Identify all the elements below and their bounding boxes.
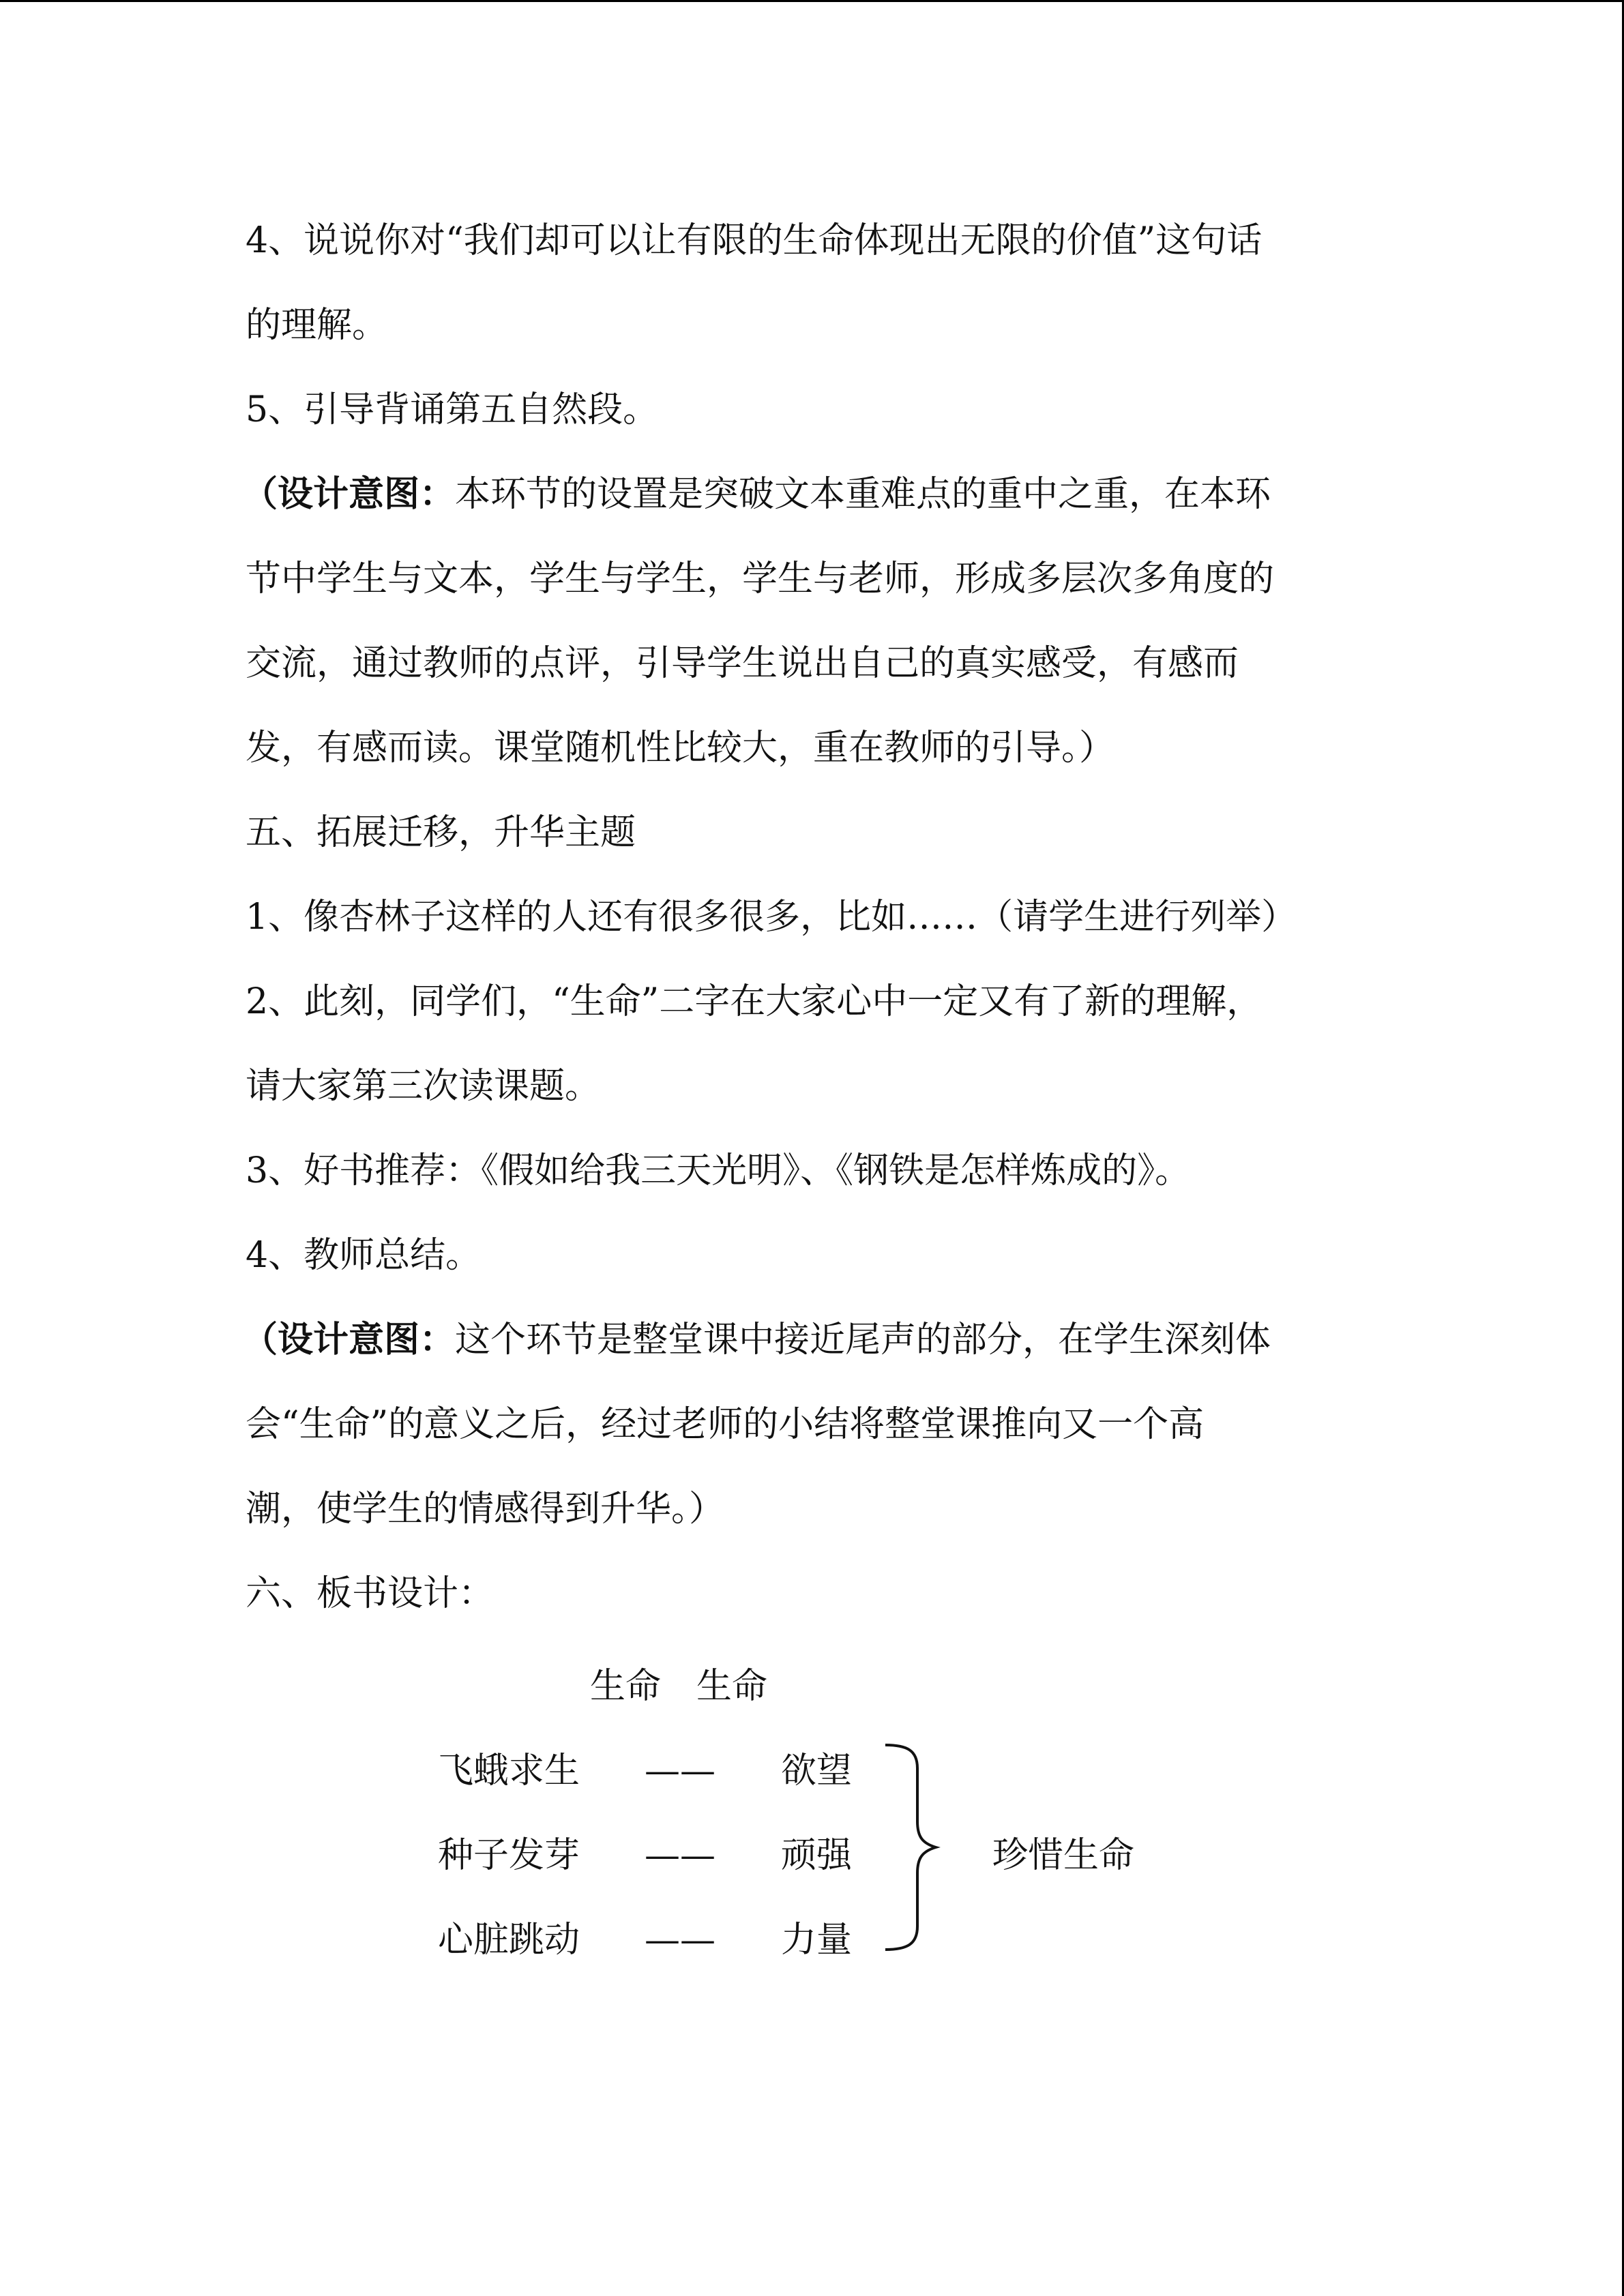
item-4-line-1: 4、说说你对“我们却可以让有限的生命体现出无限的价值”这句话 — [246, 220, 1263, 261]
design-intent-1-text: 本环节的设置是突破文本重难点的重中之重，在本环 — [455, 474, 1271, 515]
design-intent-2-label: （设计意图： — [242, 1319, 456, 1360]
section-6-heading: 六、板书设计： — [246, 1573, 494, 1614]
design-intent-2-text: 这个环节是整堂课中接近尾声的部分，在学生深刻体 — [455, 1320, 1271, 1360]
right-brace-icon — [880, 1741, 941, 1954]
section-5-item-1: 1、像杏林子这样的人还有很多很多，比如……（请学生进行列举） — [246, 897, 1297, 938]
design-intent-1-line-1 — [242, 474, 1271, 515]
section-5-item-2-line-2: 请大家第三次读课题。 — [246, 1066, 601, 1107]
section-5-heading: 五、拓展迁移，升华主题 — [246, 812, 636, 853]
board-row-1-quality: 欲望 — [781, 1750, 853, 1791]
item-5: 5、引导背诵第五自然段。 — [246, 389, 659, 430]
design-intent-2-line-3: 潮，使学生的情感得到升华。） — [246, 1489, 725, 1530]
board-row-1-cause: 飞蛾求生 — [438, 1750, 580, 1791]
design-intent-1-line-3: 交流，通过教师的点评，引导学生说出自己的真实感受，有感而 — [246, 643, 1239, 684]
design-intent-1-line-4: 发，有感而读。课堂随机性比较大，重在教师的引导。） — [246, 728, 1115, 769]
design-intent-2-line-1 — [242, 1320, 1271, 1360]
board-row-2-cause: 种子发芽 — [438, 1835, 580, 1876]
page-top-border — [0, 0, 1624, 2]
design-intent-1-line-2: 节中学生与文本，学生与学生，学生与老师，形成多层次多角度的 — [246, 558, 1275, 599]
design-intent-2-line-2: 会“生命”的意义之后，经过老师的小结将整堂课推向又一个高 — [246, 1404, 1205, 1445]
board-row-2-dash: —— — [645, 1835, 715, 1876]
board-row-3-dash: —— — [645, 1920, 715, 1960]
board-row-3-cause: 心脏跳动 — [438, 1920, 580, 1960]
section-5-item-3: 3、好书推荐：《假如给我三天光明》、《钢铁是怎样炼成的》。 — [246, 1150, 1191, 1191]
board-title: 生命 生命 — [590, 1666, 768, 1707]
section-5-item-2-line-1: 2、此刻，同学们，“生命”二字在大家心中一定又有了新的理解， — [246, 981, 1263, 1022]
board-row-1-dash: —— — [645, 1750, 715, 1791]
section-5-item-4: 4、教师总结。 — [246, 1235, 482, 1276]
design-intent-1-label: （设计意图： — [242, 473, 456, 515]
board-row-2-quality: 顽强 — [781, 1835, 853, 1876]
item-4-line-2: 的理解。 — [246, 305, 388, 346]
board-row-3-quality: 力量 — [781, 1920, 853, 1960]
board-conclusion: 珍惜生命 — [992, 1835, 1135, 1876]
